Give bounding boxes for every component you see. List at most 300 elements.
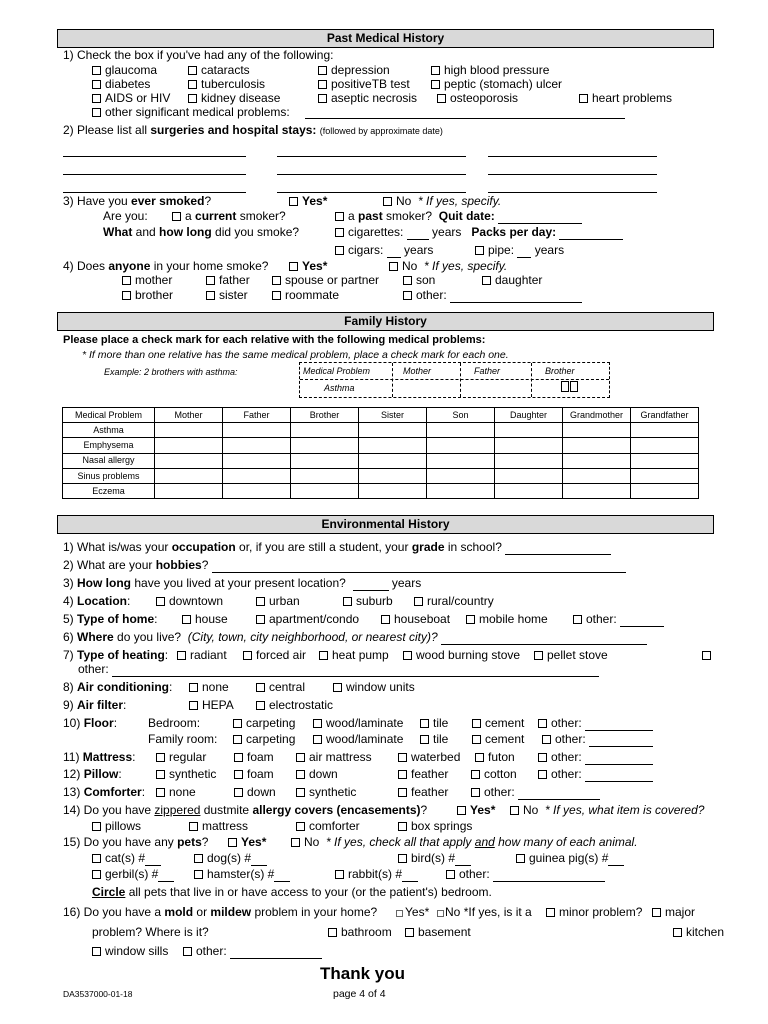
cb-pil-synthetic[interactable]: synthetic: [156, 768, 216, 782]
cb-heat-pump[interactable]: heat pump: [319, 649, 389, 663]
checkbox[interactable]: [92, 854, 101, 863]
cb-downtown[interactable]: downtown: [156, 595, 223, 609]
checkbox[interactable]: [272, 276, 281, 285]
surgery-line[interactable]: [488, 156, 657, 157]
checkbox[interactable]: [92, 822, 101, 831]
cb-birds[interactable]: bird(s) #: [398, 852, 471, 866]
checkbox[interactable]: [398, 788, 407, 797]
mat-other-line[interactable]: [585, 753, 653, 765]
col-medical-problem: Medical Problem: [63, 408, 155, 423]
checkbox[interactable]: [92, 870, 101, 879]
years-line[interactable]: [353, 579, 389, 591]
cb-major-problem[interactable]: major: [652, 906, 695, 920]
cb-rel-other[interactable]: other:: [403, 289, 582, 303]
cell[interactable]: [291, 423, 359, 438]
dogs-count-line[interactable]: [251, 854, 267, 866]
checkbox[interactable]: [291, 838, 300, 847]
cb-bed-wood[interactable]: wood/laminate: [313, 717, 403, 731]
cb-heart-problems[interactable]: heart problems: [579, 92, 672, 106]
mold-other-line[interactable]: [230, 947, 322, 959]
cb-cov-comforter[interactable]: comforter: [296, 820, 360, 834]
pet-other-line[interactable]: [493, 870, 605, 882]
cb-urban[interactable]: urban: [256, 595, 300, 609]
cb-home-smoke-no[interactable]: No * If yes, specify.: [389, 260, 507, 274]
checkbox[interactable]: [335, 212, 344, 221]
checkbox[interactable]: [431, 80, 440, 89]
checkbox[interactable]: [296, 788, 305, 797]
cb-cigars[interactable]: cigars: years: [335, 244, 433, 258]
cb-rel-mother[interactable]: mother: [122, 274, 172, 288]
checkbox[interactable]: [289, 262, 298, 271]
checkbox[interactable]: [206, 291, 215, 300]
checkbox[interactable]: [188, 80, 197, 89]
surgery-line[interactable]: [63, 156, 246, 157]
cb-mat-other[interactable]: other:: [538, 751, 653, 765]
cell[interactable]: [563, 468, 631, 483]
checkbox[interactable]: [437, 910, 444, 917]
cb-depression[interactable]: depression: [318, 64, 390, 78]
checkbox[interactable]: [313, 719, 322, 728]
cb-hepa[interactable]: HEPA: [189, 699, 234, 713]
checkbox[interactable]: [296, 753, 305, 762]
cb-houseboat[interactable]: houseboat: [381, 613, 450, 627]
cb-suburb[interactable]: suburb: [343, 595, 393, 609]
cb-pet-other[interactable]: other:: [446, 868, 605, 882]
cb-rabbits[interactable]: rabbit(s) #: [335, 868, 418, 882]
checkbox[interactable]: [673, 928, 682, 937]
cb-com-none[interactable]: none: [156, 786, 196, 800]
checkbox[interactable]: [437, 94, 446, 103]
table-header-row: [63, 408, 699, 423]
cb-home-other[interactable]: other:: [573, 613, 664, 627]
cb-aids-hiv[interactable]: AIDS or HIV: [92, 92, 170, 106]
checkbox[interactable]: [471, 770, 480, 779]
checkbox[interactable]: [92, 108, 101, 117]
checkbox[interactable]: [475, 753, 484, 762]
cell[interactable]: [631, 453, 699, 468]
cell[interactable]: [563, 423, 631, 438]
checkbox[interactable]: [446, 870, 455, 879]
cell[interactable]: [427, 423, 495, 438]
cb-glaucoma[interactable]: glaucoma: [92, 64, 157, 78]
env-q9: 9) Air filter:: [63, 698, 127, 712]
checkbox[interactable]: [398, 822, 407, 831]
cb-past-smoker[interactable]: a past smoker? Quit date:: [335, 210, 582, 224]
cb-window-sills[interactable]: window sills: [92, 945, 168, 959]
cb-cats[interactable]: cat(s) #: [92, 852, 161, 866]
checkbox[interactable]: [472, 735, 481, 744]
cell[interactable]: [359, 468, 427, 483]
checkbox[interactable]: [206, 276, 215, 285]
checkbox[interactable]: [328, 928, 337, 937]
cb-bed-cement[interactable]: cement: [472, 717, 524, 731]
cell[interactable]: [427, 483, 495, 498]
cell[interactable]: [291, 483, 359, 498]
checkbox[interactable]: [243, 651, 252, 660]
cell[interactable]: [563, 453, 631, 468]
checkbox[interactable]: [318, 94, 327, 103]
cb-other-medical[interactable]: other significant medical problems:: [92, 106, 290, 120]
cb-fam-cement[interactable]: cement: [472, 733, 524, 747]
cell[interactable]: [495, 423, 563, 438]
cb-mat-futon[interactable]: futon: [475, 751, 515, 765]
checkbox[interactable]: [542, 735, 551, 744]
cb-smoked-no[interactable]: No * If yes, specify.: [383, 195, 501, 209]
cb-pipe[interactable]: pipe: years: [475, 244, 564, 258]
cb-rel-brother[interactable]: brother: [122, 289, 173, 303]
checkbox[interactable]: [335, 870, 344, 879]
cb-cov-mattress[interactable]: mattress: [189, 820, 248, 834]
cb-apartment[interactable]: apartment/condo: [256, 613, 359, 627]
cell[interactable]: [359, 483, 427, 498]
checkbox[interactable]: [272, 291, 281, 300]
cb-pil-cotton[interactable]: cotton: [471, 768, 517, 782]
cb-mold-other[interactable]: other:: [183, 945, 322, 959]
cb-wood-stove[interactable]: wood burning stove: [403, 649, 520, 663]
checkbox[interactable]: [172, 212, 181, 221]
cell[interactable]: [631, 438, 699, 453]
cb-rel-daughter[interactable]: daughter: [482, 274, 542, 288]
checkbox[interactable]: [389, 262, 398, 271]
checkbox[interactable]: [234, 770, 243, 779]
cb-home-smoke-yes[interactable]: Yes*: [289, 260, 327, 274]
checkbox[interactable]: [319, 651, 328, 660]
cb-basement[interactable]: basement: [405, 926, 471, 940]
cb-pil-down[interactable]: down: [296, 768, 338, 782]
cb-mat-waterbed[interactable]: waterbed: [398, 751, 460, 765]
cb-diabetes[interactable]: diabetes: [92, 78, 150, 92]
checkbox[interactable]: [194, 870, 203, 879]
cb-guinea-pigs[interactable]: guinea pig(s) #: [516, 852, 624, 866]
checkbox[interactable]: [475, 246, 484, 255]
checkbox[interactable]: [92, 80, 101, 89]
checkbox[interactable]: [405, 928, 414, 937]
cb-forced-air[interactable]: forced air: [243, 649, 306, 663]
checkbox[interactable]: [516, 854, 525, 863]
checkbox[interactable]: [333, 683, 342, 692]
checkbox[interactable]: [177, 651, 186, 660]
cb-heat-other[interactable]: [702, 649, 715, 663]
birds-count-line[interactable]: [455, 854, 471, 866]
cb-com-synthetic[interactable]: synthetic: [296, 786, 356, 800]
cb-mold-yes[interactable]: Yes*: [396, 906, 429, 920]
checkbox[interactable]: [383, 197, 392, 206]
cb-pil-other[interactable]: other:: [538, 768, 653, 782]
checkbox[interactable]: [403, 651, 412, 660]
cell[interactable]: [359, 453, 427, 468]
cb-cataracts[interactable]: cataracts: [188, 64, 250, 78]
cb-fam-carpeting[interactable]: carpeting: [233, 733, 295, 747]
checkbox[interactable]: [256, 701, 265, 710]
cb-fam-wood[interactable]: wood/laminate: [313, 733, 403, 747]
cell[interactable]: [631, 423, 699, 438]
cb-ac-none[interactable]: none: [189, 681, 229, 695]
checkbox[interactable]: [457, 806, 466, 815]
surgery-line[interactable]: [277, 174, 466, 175]
cell[interactable]: [495, 438, 563, 453]
cell[interactable]: [223, 438, 291, 453]
cell[interactable]: [359, 438, 427, 453]
checkbox[interactable]: [156, 597, 165, 606]
checkbox[interactable]: [343, 597, 352, 606]
cb-aseptic-necrosis[interactable]: aseptic necrosis: [318, 92, 417, 106]
com-other-line[interactable]: [518, 788, 600, 800]
checkbox[interactable]: [313, 735, 322, 744]
cell[interactable]: [427, 453, 495, 468]
cb-rural[interactable]: rural/country: [414, 595, 494, 609]
checkbox[interactable]: [289, 197, 298, 206]
surgery-line[interactable]: [277, 192, 466, 193]
cb-current-smoker[interactable]: a current smoker?: [172, 210, 286, 224]
checkbox[interactable]: [256, 615, 265, 624]
cb-mat-foam[interactable]: foam: [234, 751, 274, 765]
checkbox[interactable]: [471, 788, 480, 797]
cell[interactable]: [155, 468, 223, 483]
env-q13: 13) Comforter:: [63, 785, 146, 799]
cb-bathroom[interactable]: bathroom: [328, 926, 392, 940]
packs-line[interactable]: [559, 228, 623, 240]
bed-other-line[interactable]: [585, 719, 653, 731]
checkbox[interactable]: [256, 597, 265, 606]
cb-rel-father[interactable]: father: [206, 274, 250, 288]
cell[interactable]: [291, 453, 359, 468]
cell[interactable]: [155, 483, 223, 498]
checkbox[interactable]: [538, 753, 547, 762]
where-is-it: problem? Where is it?: [92, 925, 209, 939]
cb-mat-air[interactable]: air mattress: [296, 751, 372, 765]
occupation-line[interactable]: [505, 543, 611, 555]
bedroom-label: Bedroom:: [148, 716, 201, 730]
cb-gerbils[interactable]: gerbil(s) #: [92, 868, 174, 882]
cell[interactable]: [223, 468, 291, 483]
cb-electrostatic[interactable]: electrostatic: [256, 699, 333, 713]
cb-pets-no[interactable]: No * If yes, check all that apply and how many of each animal.: [291, 836, 638, 850]
checkbox[interactable]: [92, 66, 101, 75]
checkbox[interactable]: [538, 770, 547, 779]
checkbox[interactable]: [296, 770, 305, 779]
checkbox[interactable]: [122, 276, 131, 285]
cell[interactable]: [291, 468, 359, 483]
cb-rel-son[interactable]: son: [403, 274, 435, 288]
cigarette-years-line[interactable]: [407, 228, 429, 240]
checkbox[interactable]: [234, 788, 243, 797]
checkbox[interactable]: [398, 770, 407, 779]
cell[interactable]: [359, 423, 427, 438]
hamsters-count-line[interactable]: [274, 870, 290, 882]
ex-divider: [300, 379, 609, 380]
cb-cigarettes[interactable]: cigarettes: years Packs per day:: [335, 226, 623, 240]
cell[interactable]: [563, 438, 631, 453]
checkbox[interactable]: [228, 838, 237, 847]
checkbox[interactable]: [183, 947, 192, 956]
checkbox[interactable]: [156, 770, 165, 779]
cb-cov-pillows[interactable]: pillows: [92, 820, 141, 834]
cb-pil-foam[interactable]: foam: [234, 768, 274, 782]
section-header-family-history: Family History: [57, 312, 714, 331]
checkbox[interactable]: [403, 291, 412, 300]
cb-positive-tb-test[interactable]: positiveTB test: [318, 78, 410, 92]
cb-minor-problem[interactable]: minor problem?: [546, 906, 642, 920]
cb-high-blood-pressure[interactable]: high blood pressure: [431, 64, 549, 78]
gerbils-count-line[interactable]: [158, 870, 174, 882]
cb-hamsters[interactable]: hamster(s) #: [194, 868, 290, 882]
cb-ac-central[interactable]: central: [256, 681, 305, 695]
checkbox[interactable]: [702, 651, 711, 660]
cell[interactable]: [223, 453, 291, 468]
quit-date-line[interactable]: [498, 212, 582, 224]
checkbox[interactable]: [233, 735, 242, 744]
cb-pellet-stove[interactable]: pellet stove: [534, 649, 608, 663]
checkbox[interactable]: [510, 806, 519, 815]
checkbox[interactable]: [546, 908, 555, 917]
cb-mat-regular[interactable]: regular: [156, 751, 206, 765]
cell[interactable]: [631, 468, 699, 483]
cats-count-line[interactable]: [145, 854, 161, 866]
checkbox[interactable]: [189, 822, 198, 831]
cell[interactable]: [155, 423, 223, 438]
checkbox[interactable]: [189, 701, 198, 710]
cigar-years-line[interactable]: [387, 246, 401, 258]
checkbox[interactable]: [472, 719, 481, 728]
cell[interactable]: [155, 453, 223, 468]
cb-cov-box-springs[interactable]: box springs: [398, 820, 472, 834]
checkbox[interactable]: [296, 822, 305, 831]
example-box: [299, 362, 610, 398]
checkbox[interactable]: [256, 683, 265, 692]
cb-covers-no[interactable]: No * If yes, what item is covered?: [510, 804, 704, 818]
checkbox[interactable]: [189, 683, 198, 692]
pil-other-line[interactable]: [585, 770, 653, 782]
checkbox[interactable]: [573, 615, 582, 624]
checkbox[interactable]: [396, 910, 403, 917]
cb-com-feather[interactable]: feather: [398, 786, 448, 800]
rabbits-count-line[interactable]: [402, 870, 418, 882]
cb-smoked-yes[interactable]: Yes*: [289, 195, 327, 209]
cell[interactable]: [291, 438, 359, 453]
cell[interactable]: [563, 483, 631, 498]
cb-mold-no[interactable]: No *If yes, is it a: [437, 906, 532, 920]
cell[interactable]: [155, 438, 223, 453]
checkbox[interactable]: [156, 753, 165, 762]
cell[interactable]: [495, 483, 563, 498]
checkbox[interactable]: [420, 735, 429, 744]
table-row: [63, 483, 699, 498]
checkbox[interactable]: [414, 597, 423, 606]
checkbox[interactable]: [182, 615, 191, 624]
checkbox[interactable]: [233, 719, 242, 728]
fh-note: * If more than one relative has the same medical problem, place a check mark for each one.: [82, 349, 509, 361]
cb-kitchen[interactable]: kitchen: [673, 926, 724, 940]
cb-covers-yes[interactable]: Yes*: [457, 804, 495, 818]
guinea-count-line[interactable]: [608, 854, 624, 866]
checkbox[interactable]: [335, 228, 344, 237]
checkbox[interactable]: [318, 66, 327, 75]
cb-pets-yes[interactable]: Yes*: [228, 836, 266, 850]
surgery-line[interactable]: [277, 156, 466, 157]
cb-tuberculosis[interactable]: tuberculosis: [188, 78, 265, 92]
cb-mobile-home[interactable]: mobile home: [466, 613, 548, 627]
checkbox[interactable]: [420, 719, 429, 728]
thank-you: Thank you: [320, 964, 406, 983]
checkbox[interactable]: [92, 94, 101, 103]
cb-bed-other[interactable]: other:: [538, 717, 653, 731]
fam-other-line[interactable]: [589, 735, 653, 747]
cb-peptic-ulcer[interactable]: peptic (stomach) ulcer: [431, 78, 562, 92]
cell[interactable]: [223, 483, 291, 498]
checkbox[interactable]: [431, 66, 440, 75]
checkbox[interactable]: [482, 276, 491, 285]
checkbox[interactable]: [466, 615, 475, 624]
checkbox[interactable]: [318, 80, 327, 89]
cb-dogs[interactable]: dog(s) #: [194, 852, 267, 866]
rel-other-line[interactable]: [450, 291, 582, 303]
cell[interactable]: [427, 438, 495, 453]
checkbox[interactable]: [403, 276, 412, 285]
env-q12: 12) Pillow:: [63, 767, 122, 781]
checkbox[interactable]: [188, 94, 197, 103]
cell[interactable]: [223, 423, 291, 438]
cb-rel-spouse[interactable]: spouse or partner: [272, 274, 379, 288]
cb-com-down[interactable]: down: [234, 786, 276, 800]
cb-rel-sister[interactable]: sister: [206, 289, 248, 303]
checkbox[interactable]: [538, 719, 547, 728]
cb-com-other[interactable]: other:: [471, 786, 600, 800]
where-line[interactable]: [441, 633, 647, 645]
cb-rel-roommate[interactable]: roommate: [272, 289, 339, 303]
other-medical-line[interactable]: [305, 118, 625, 119]
heat-other-line[interactable]: [112, 665, 599, 677]
cb-radiant[interactable]: radiant: [177, 649, 227, 663]
cb-bed-carpeting[interactable]: carpeting: [233, 717, 295, 731]
checkbox[interactable]: [579, 94, 588, 103]
surgery-line[interactable]: [488, 174, 657, 175]
cb-ac-window[interactable]: window units: [333, 681, 415, 695]
cell[interactable]: [495, 453, 563, 468]
checkbox[interactable]: [398, 753, 407, 762]
surgery-line[interactable]: [63, 174, 246, 175]
surgery-line[interactable]: [488, 192, 657, 193]
cell[interactable]: [495, 468, 563, 483]
surgery-line[interactable]: [63, 192, 246, 193]
checkbox[interactable]: [122, 291, 131, 300]
checkbox[interactable]: [398, 854, 407, 863]
cb-fam-tile[interactable]: tile: [420, 733, 448, 747]
checkbox[interactable]: [188, 66, 197, 75]
checkbox[interactable]: [156, 788, 165, 797]
home-other-line[interactable]: [620, 615, 664, 627]
cb-fam-other[interactable]: other:: [542, 733, 653, 747]
checkbox[interactable]: [194, 854, 203, 863]
circle-instruction: Circle all pets that live in or have access to your (or the patient's) bedroom.: [92, 885, 492, 899]
checkbox[interactable]: [381, 615, 390, 624]
table-row: [63, 468, 699, 483]
cb-bed-tile[interactable]: tile: [420, 717, 448, 731]
checkbox[interactable]: [652, 908, 661, 917]
cb-pil-feather[interactable]: feather: [398, 768, 448, 782]
checkbox[interactable]: [534, 651, 543, 660]
cell[interactable]: [427, 468, 495, 483]
pipe-years-line[interactable]: [517, 246, 531, 258]
checkbox[interactable]: [92, 947, 101, 956]
cb-house[interactable]: house: [182, 613, 228, 627]
pmh-q4: 4) Does anyone in your home smoke?: [63, 259, 269, 273]
cell[interactable]: [631, 483, 699, 498]
cb-kidney-disease[interactable]: kidney disease: [188, 92, 280, 106]
checkbox[interactable]: [234, 753, 243, 762]
cb-osteoporosis[interactable]: osteoporosis: [437, 92, 518, 106]
hobbies-line[interactable]: [212, 561, 626, 573]
checkbox[interactable]: [335, 246, 344, 255]
